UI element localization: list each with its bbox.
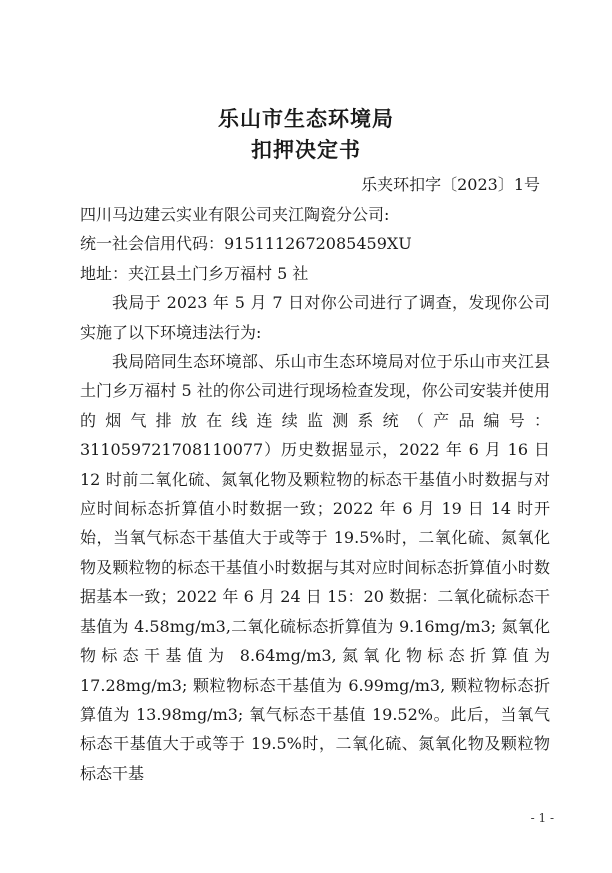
document-number: 乐夹环扣字〔2023〕1号: [361, 175, 540, 194]
document-body: [80, 200, 550, 788]
page-number: - 1 -: [530, 811, 554, 825]
recipient-name: 四川马边建云实业有限公司夹江陶瓷分公司:: [80, 205, 390, 224]
document-type-title: 扣押决定书: [251, 137, 361, 162]
recipient-address: 地址：夹江县土门乡万福村 5 社: [80, 263, 309, 283]
recipient-credit-code: 统一社会信用代码：9151112672085459XU: [80, 234, 412, 254]
paragraph-investigation: 我局于 2023 年 5 月 7 日对你公司进行了调查，发现你公司实施了以下环境违法行为:: [80, 293, 550, 342]
agency-title: 乐山市生态环境局: [218, 106, 394, 131]
paragraph-findings: 我局陪同生态环境部、乐山市生态环境局对位于乐山市夹江县土门乡万福村 5 社的你公司进行现场检查发现，你公司安装并使用的烟气排放在线连续监测系统（产品编号：311059721708110077）历史数据显示，2022 年 6 月 16 日 12 时前二氧化硫、氮氧化物及颗粒物的标态干基值小时数据与对应时间标态折算值小时数据一致；2022 年 6 月 19 日 14 时开始，当氧气标态干基值大于或等于 19.5%时，二氧化硫、氮氧化物及颗粒物的标态干基值小时数据与其对应时间标态折算值小时数据基本一致；2022 年 6 月 24 日 15：20 数据：二氧化硫标态干基值为 4.58mg/m3,二氧化硫标态折算值为 9.16mg/m3; 氮氧化物标态干基值为 8.64mg/m3,氮氧化物标态折算值为 17.28mg/m3; 颗粒物标态干基值为 6.99mg/m3, 颗粒物标态折算值为 13.98mg/m3; 氧气标态干基值 19.52%。此后，当氧气标态干基值大于或等于 19.5%时，二氧化硫、氮氧化物及颗粒物标态干基: [80, 352, 550, 783]
